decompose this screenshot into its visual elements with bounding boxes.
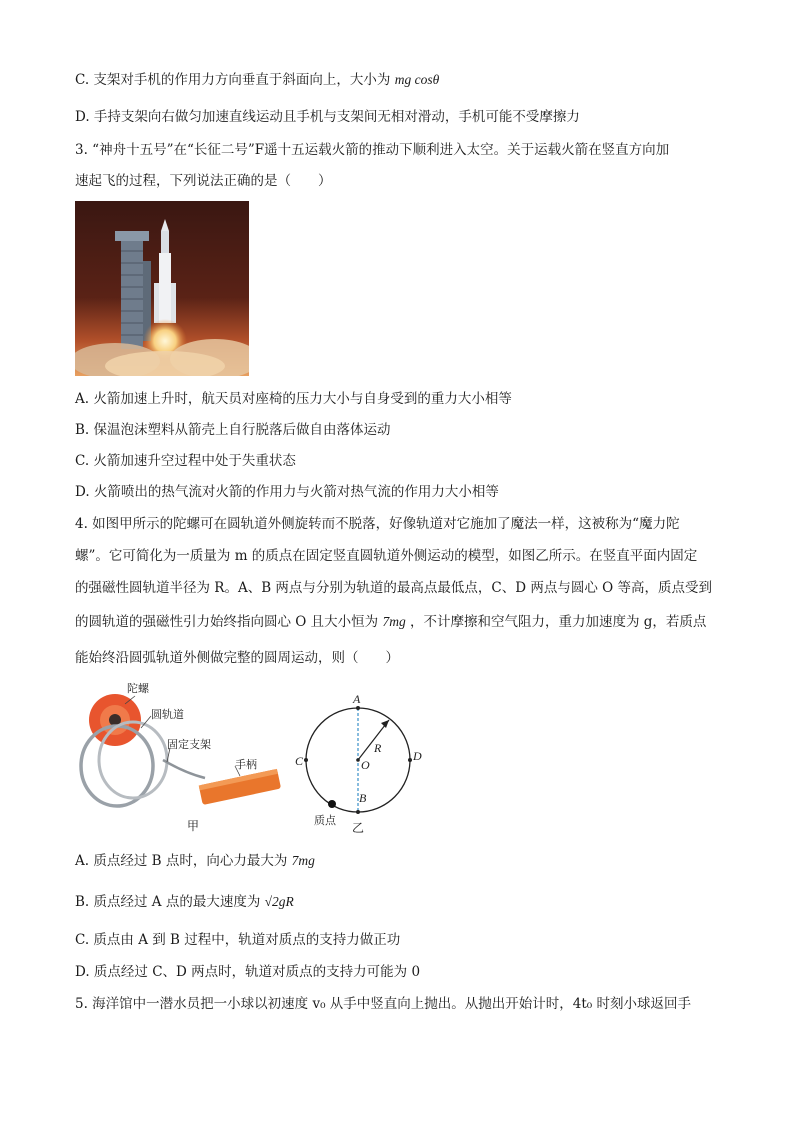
fig-yi-caption: 乙 (352, 821, 365, 835)
q5-stem-line1: 5. 海洋馆中一潜水员把一小球以初速度 v₀ 从手中竖直向上抛出。从抛出开始计时，4t₀ 时刻小球返回手 (75, 996, 692, 1012)
fig-yi-label-particle: 质点 (314, 814, 336, 827)
fig-yi-label-b: B (359, 791, 367, 805)
q4-option-a-math: 7mg (291, 853, 315, 868)
bracket-shape (163, 760, 205, 778)
fig-yi-label-a: A (353, 692, 361, 706)
q4-stem-line4-math: 7mg (382, 614, 406, 629)
q4-stem-line2: 螺”。它可简化为一质量为 m 的质点在固定竖直圆轨道外侧运动的模型，如图乙所示。在竖直平面内固定 (75, 548, 698, 564)
point-d (408, 758, 412, 762)
fig-yi-label-d: D (413, 749, 422, 763)
figure-jia-gyro-photo (75, 678, 290, 838)
radius-arrow (381, 720, 389, 728)
q4-option-d: D. 质点经过 C、D 两点时，轨道对质点的支持力可能为 0 (75, 964, 421, 980)
fig-yi-label-c: C (295, 754, 304, 768)
q4-stem-line4 (75, 612, 706, 632)
fig-jia-label-handle: 手柄 (235, 758, 257, 771)
q3-option-d: D. 火箭喷出的热气流对火箭的作用力与火箭对热气流的作用力大小相等 (75, 484, 499, 500)
q4-option-a-text: A. 质点经过 B 点时，向心力最大为 (75, 853, 288, 869)
center-o (356, 758, 360, 762)
q2-option-c-text: C. 支架对手机的作用力方向垂直于斜面向上，大小为 (75, 72, 391, 88)
q4-stem-line1: 4. 如图甲所示的陀螺可在圆轨道外侧旋转而不脱落，好像轨道对它施加了魔法一样，这被称为“魔力陀 (75, 516, 680, 532)
q4-option-b (75, 892, 294, 912)
fig-jia-label-bracket: 固定支架 (167, 738, 211, 751)
q3-stem-line1: 3. “神舟十五号”在“长征二号”F遥十五运载火箭的推动下顺利进入太空。关于运载火箭在竖直方向加 (75, 142, 670, 158)
q3-stem-line2: 速起飞的过程，下列说法正确的是（ ） (75, 173, 332, 189)
fig-yi-label-o: O (361, 758, 370, 772)
handle-shape (199, 769, 281, 805)
rocket-launch-photo (75, 201, 249, 376)
q2-option-c-math: mg cosθ (394, 72, 440, 87)
figure-yi-circle-diagram (295, 690, 435, 835)
q3-option-a: A. 火箭加速上升时，航天员对座椅的压力大小与自身受到的重力大小相等 (75, 391, 512, 407)
fig-jia-label-gyro: 陀螺 (127, 682, 149, 695)
fig-jia-label-track: 圆轨道 (151, 708, 184, 721)
q3-option-c: C. 火箭加速升空过程中处于失重状态 (75, 453, 296, 469)
point-a (356, 706, 360, 710)
fig-yi-label-r: R (374, 741, 382, 755)
q4-option-b-text: B. 质点经过 A 点的最大速度为 (75, 894, 261, 910)
q4-option-b-math: √2gR (264, 894, 294, 909)
q4-option-a (75, 851, 315, 871)
point-b (356, 810, 360, 814)
q3-option-b: B. 保温泡沫塑料从箭壳上自行脱落后做自由落体运动 (75, 422, 391, 438)
q4-stem-line4a: 的圆轨道的强磁性引力始终指向圆心 O 且大小恒为 (75, 614, 379, 630)
q4-stem-line5: 能始终沿圆弧轨道外侧做完整的圆周运动，则（ ） (75, 650, 399, 666)
q4-stem-line4b: ，不计摩擦和空气阻力，重力加速度为 g，若质点 (410, 614, 707, 630)
q2-option-d: D. 手持支架向右做匀加速直线运动且手机与支架间无相对滑动，手机可能不受摩擦力 (75, 109, 580, 125)
q4-option-c: C. 质点由 A 到 B 过程中，轨道对质点的支持力做正功 (75, 932, 401, 948)
q4-stem-line3: 的强磁性圆轨道半径为 R。A、B 两点与分别为轨道的最高点最低点，C、D 两点与圆心 O 等高，质点受到 (75, 580, 713, 596)
fig-jia-caption: 甲 (187, 819, 200, 833)
point-c (304, 758, 308, 762)
particle-dot (328, 800, 336, 808)
q2-option-c (75, 70, 439, 90)
